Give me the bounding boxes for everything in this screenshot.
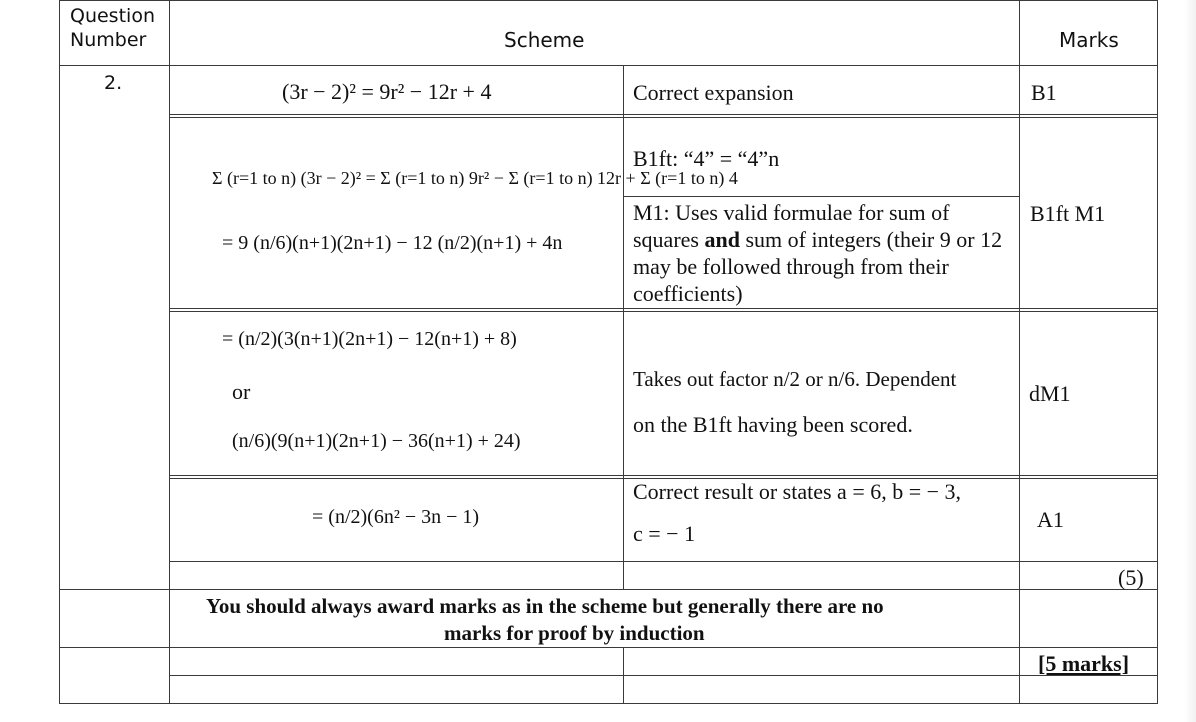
row3-math-line1: = (n/2)(3(n+1)(2n+1) − 12(n+1) + 8) xyxy=(222,328,517,350)
row2-note2-post: sum of integers (their 9 or 12 may be followed through from their coefficients) xyxy=(633,227,1003,306)
row3-or: or xyxy=(232,379,251,404)
row1-expression: (3r − 2)² = 9r² − 12r + 4 xyxy=(282,79,492,104)
table-border xyxy=(59,703,1158,704)
table-border xyxy=(169,308,1158,309)
row2-note1: B1ft: “4” = “4”n xyxy=(633,146,780,171)
header-label-line1: Question xyxy=(70,5,155,27)
subtotal: (5) xyxy=(1118,565,1144,590)
row4-note-line1: Correct result or states a = 6, b = − 3, xyxy=(633,479,962,504)
row3-note-line1: Takes out factor n/2 or n/6. Dependent xyxy=(633,367,957,391)
table-border xyxy=(1019,0,1020,704)
row2-math-line2: = 9 (n/6)(n+1)(2n+1) − 12 (n/2)(n+1) + 4n xyxy=(222,232,563,254)
row4-math: = (n/2)(6n² − 3n − 1) xyxy=(312,506,480,528)
row3-math-line2: (n/6)(9(n+1)(2n+1) − 36(n+1) + 24) xyxy=(232,430,521,452)
marks-header: Marks xyxy=(1059,28,1119,52)
table-border xyxy=(169,475,1158,476)
row4-mark: A1 xyxy=(1037,507,1064,532)
table-border xyxy=(169,0,170,704)
row2-note2-bold: and xyxy=(704,227,740,252)
table-border xyxy=(59,589,1158,590)
row2-note2 xyxy=(633,199,1013,307)
general-note-line1: You should always award marks as in the scheme but generally there are no xyxy=(206,594,884,618)
row2-mark: B1ft M1 xyxy=(1030,201,1106,226)
table-border xyxy=(59,0,1158,1)
table-border xyxy=(169,114,1158,115)
table-border xyxy=(59,65,1158,66)
row3-mark: dM1 xyxy=(1029,381,1071,406)
row4-note-line2: c = − 1 xyxy=(633,521,696,546)
table-border xyxy=(59,647,1158,648)
total-marks: [5 marks] xyxy=(1038,651,1130,676)
scroll-edge xyxy=(1184,0,1196,722)
table-border xyxy=(169,675,1158,676)
question-number-header xyxy=(70,4,155,52)
question-number: 2. xyxy=(104,72,123,94)
header-label-line2: Number xyxy=(70,29,147,51)
table-border xyxy=(623,66,624,589)
table-border xyxy=(623,196,1019,197)
row1-note: Correct expansion xyxy=(633,80,794,105)
row2-note2-pre: M1: Uses valid formulae for sum of squares xyxy=(633,200,950,252)
row2-math-line1: Σ (r=1 to n) (3r − 2)² = Σ (r=1 to n) 9r² − Σ (r=1 to n) 12r + Σ (r=1 to n) 4 xyxy=(212,168,738,188)
scheme-header: Scheme xyxy=(504,28,585,52)
table-border xyxy=(169,117,1158,118)
row3-note-line2: on the B1ft having been scored. xyxy=(633,412,913,437)
general-note-line2: marks for proof by induction xyxy=(444,621,705,645)
table-border xyxy=(1157,0,1158,704)
table-border xyxy=(169,561,1158,562)
table-border xyxy=(169,311,1158,312)
row1-math xyxy=(282,79,491,105)
table-border xyxy=(59,0,60,704)
row1-mark: B1 xyxy=(1031,80,1057,105)
